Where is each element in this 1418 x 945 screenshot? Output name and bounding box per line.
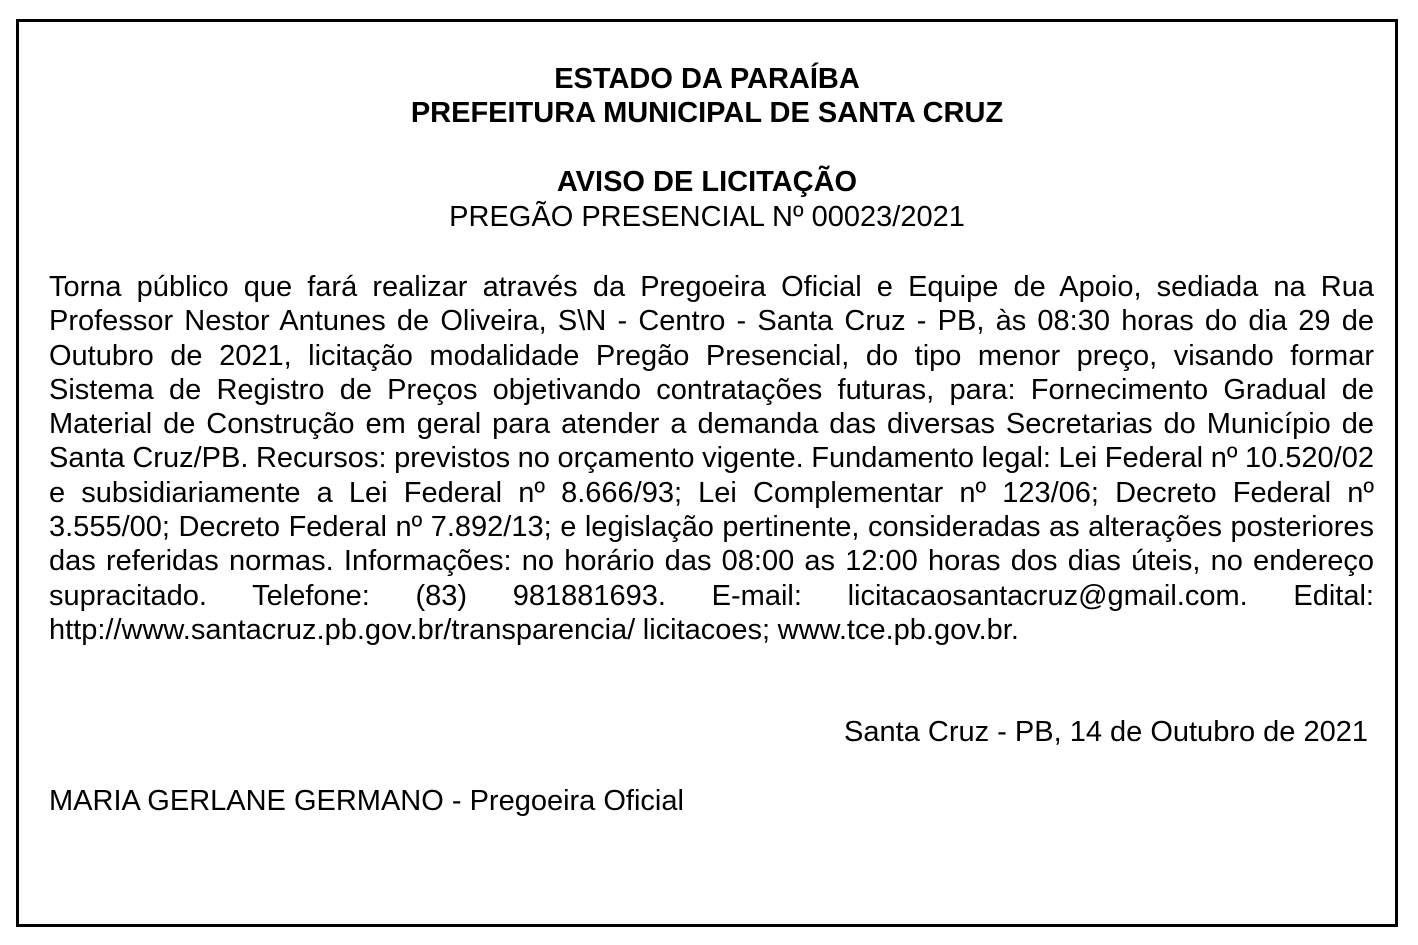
notice-title: AVISO DE LICITAÇÃO: [556, 166, 858, 198]
title-block: [19, 165, 1395, 235]
header-block: [19, 62, 1395, 130]
notice-subtitle: PREGÃO PRESENCIAL Nº 00023/2021: [449, 201, 965, 233]
state-heading: ESTADO DA PARAÍBA: [554, 63, 860, 95]
municipality-heading: PREFEITURA MUNICIPAL DE SANTA CRUZ: [410, 97, 1004, 129]
notice-frame: [16, 19, 1398, 927]
place-date: Santa Cruz - PB, 14 de Outubro de 2021: [844, 716, 1368, 748]
signature: MARIA GERLANE GERMANO - Pregoeira Oficial: [49, 785, 684, 817]
notice-body-paragraph: Torna público que fará realizar através da Pregoeira Oficial e Equipe de Apoio, sediada na Rua Professor Nestor Antunes de Oliveira, S\N - Centro - Santa Cruz - PB, às 08:30 horas do dia 29 de Outubro de 2021, licitação modalidade Pregão Presencial, do tipo menor preço, visando formar Sistema de Registro de Preços objetivando contratações futuras, para: Fornecimento Gradual de Material de Construção em geral para atender a demanda das diversas Secretarias do Município de Santa Cruz/PB. Recursos: previstos no orçamento vigente. Fundamento legal: Lei Federal nº 10.520/02 e subsidiariamente a Lei Federal nº 8.666/93; Lei Complementar nº 123/06; Decreto Federal nº 3.555/00; Decreto Federal nº 7.892/13; e legislação pertinente, consideradas as alterações posteriores das referidas normas. Informações: no horário das 08:00 as 12:00 horas dos dias úteis, no endereço supracitado. Telefone: (83) 981881693. E-mail: licitacaosantacruz@gmail.com. Edital: http://www.santacruz.pb.gov.br/transparencia/ licitacoes; www.tce.pb.gov.br.: [49, 271, 1374, 646]
